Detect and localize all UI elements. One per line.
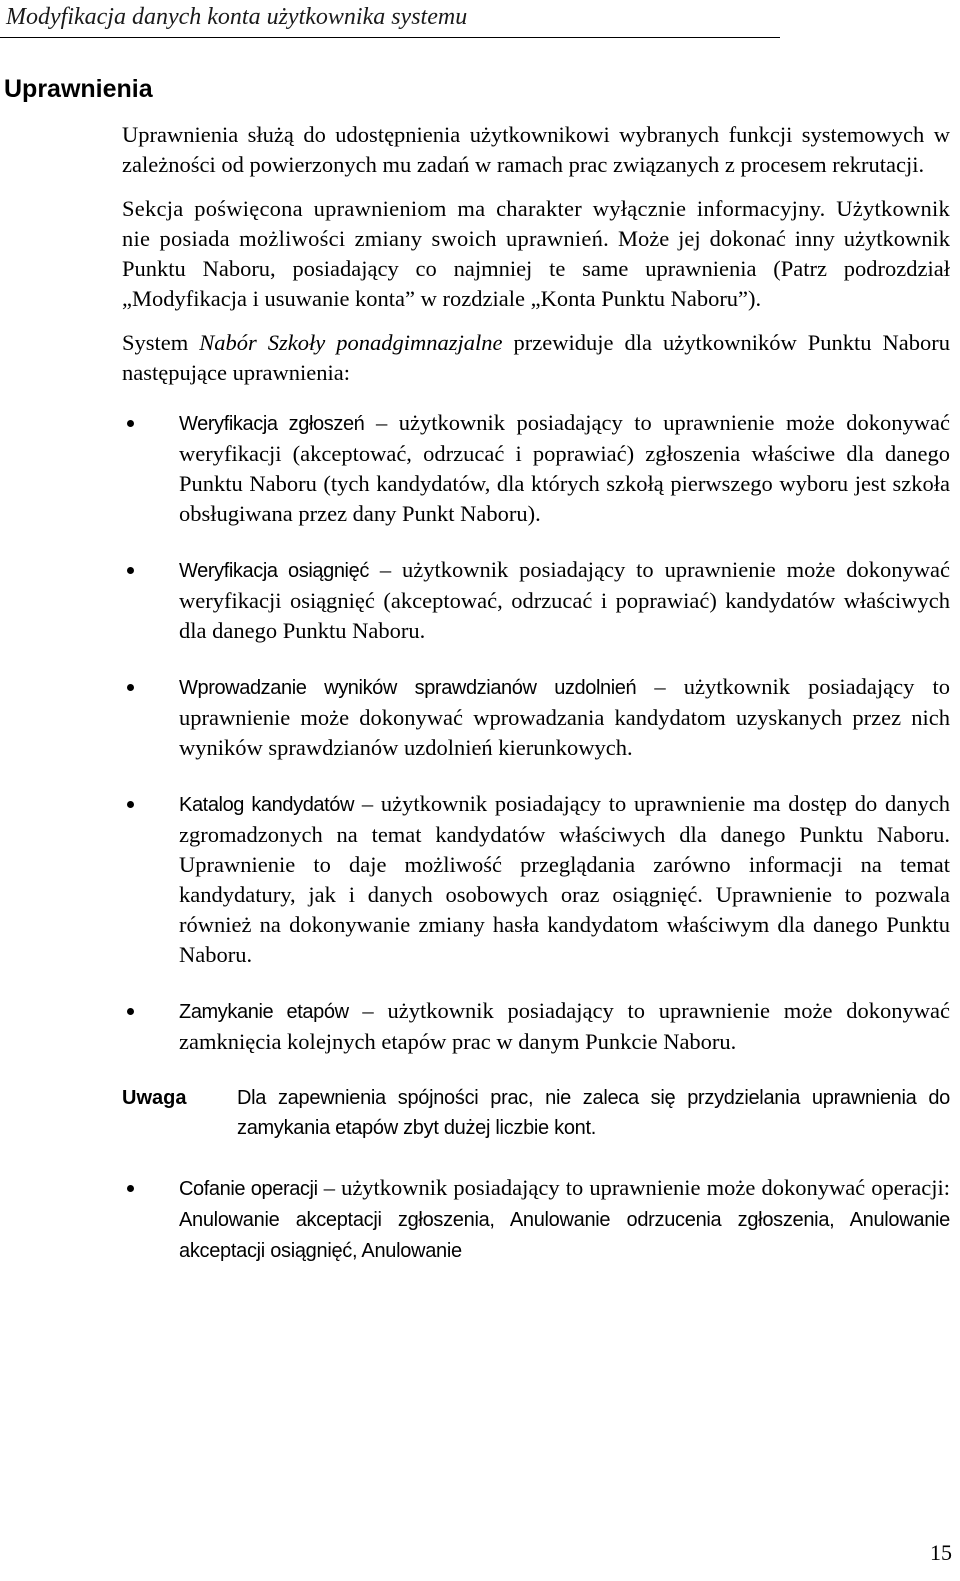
list-item [122,408,950,529]
bullet-icon [127,420,134,427]
page-number: 15 [930,1540,952,1565]
list-item [122,555,950,646]
operation-names: Anulowanie akceptacji zgłoszenia, Anulowanie odrzucenia zgłoszenia, Anulowanie akceptacji osiągnięć, Anulowanie [179,1209,950,1262]
list-item [122,996,950,1057]
permission-term: Cofanie operacji [179,1178,318,1200]
bullet-icon [127,684,134,691]
permission-term: Wprowadzanie wyników sprawdzianów uzdolnień [179,677,637,699]
list-item [122,672,950,763]
header-rule [0,37,780,38]
bullet-icon [127,1008,134,1015]
info-paragraph [122,194,950,314]
permission-description: – użytkownik posiadający to uprawnienie może dokonywać weryfikacji (akceptować, odrzucać i poprawiać) zgłoszenia właściwe dla danego Punktu Naboru (tych kandydatów, dla których szkołą pierwszego wyboru jest szkoła obsługiwana przez dany Punkt Naboru). [179,410,951,526]
note-block [122,1083,950,1143]
note-label: Uwaga [122,1087,187,1109]
section-title: Uprawnienia [4,75,153,103]
permission-description: – użytkownik posiadający to uprawnienie może dokonywać wprowadzania kandydatom uzyskanych przez nich wyników sprawdzianów uzdolnień kierunkowych. [179,674,950,760]
system-name: Nabór Szkoły ponadgimnazjalne [199,330,503,355]
permission-term: Weryfikacja zgłoszeń [179,413,365,435]
bullet-icon [127,567,134,574]
list-item [122,1173,950,1266]
intro-paragraph: Uprawnienia służą do udostępnienia użytkownikowi wybranych funkcji systemowych w zależności od powierzonych mu zadań w ramach prac związanych z procesem rekrutacji. [122,122,950,177]
info-paragraph-spaced: Sekcja poświęcona uprawnieniom ma charakter wyłącznie informacyjny. Użytkownik nie posiada możliwości zmiany swoich uprawnień. [122,196,950,251]
permission-term: Zamykanie etapów [179,1001,349,1023]
system-paragraph-before: System [122,330,200,355]
list-item [122,789,950,970]
info-paragraph-rest: Może jej dokonać inny użytkownik Punktu Naboru, posiadający co najmniej te same uprawnienia (Patrz podrozdział „Modyfikacja i usuwanie konta” w rozdziale „Konta Punktu Naboru”). [122,226,951,311]
bullet-icon [127,801,134,808]
system-paragraph-after: przewiduje dla użytkowników Punktu Naboru następujące uprawnienia: [122,330,951,385]
permission-description: – użytkownik posiadający to uprawnienie może dokonywać zamknięcia kolejnych etapów prac w danym Punkcie Naboru. [179,998,951,1054]
permission-term: Weryfikacja osiągnięć [179,560,369,582]
note-text: Dla zapewnienia spójności prac, nie zaleca się przydzielania uprawnienia do zamykania etapów zbyt dużej liczbie kont. [237,1087,950,1139]
permission-list-continued [122,1173,950,1266]
running-header: Modyfikacja danych konta użytkownika systemu [6,4,468,30]
permission-description: – użytkownik posiadający to uprawnienie może dokonywać operacji: [317,1175,950,1200]
permission-list [122,408,950,1057]
system-paragraph [122,328,950,388]
bullet-icon [127,1185,134,1192]
permission-term: Katalog kandydatów [179,794,355,816]
permission-description: – użytkownik posiadający to uprawnienie może dokonywać weryfikacji osiągnięć (akceptować, odrzucać i poprawiać) kandydatów właściwych dla danego Punktu Naboru. [179,557,950,643]
permission-description: – użytkownik posiadający to uprawnienie ma dostęp do danych zgromadzonych na temat kandydatów właściwych dla danego Punktu Naboru. Uprawnienie to daje możliwość przeglądania zarówno informacji na temat kandydatury, jak i danych osobowych oraz osiągnięć. Uprawnienie to pozwala również na dokonywanie zmiany hasła kandydatom właściwym dla danego Punktu Naboru. [179,791,950,967]
document-body [122,120,950,1292]
